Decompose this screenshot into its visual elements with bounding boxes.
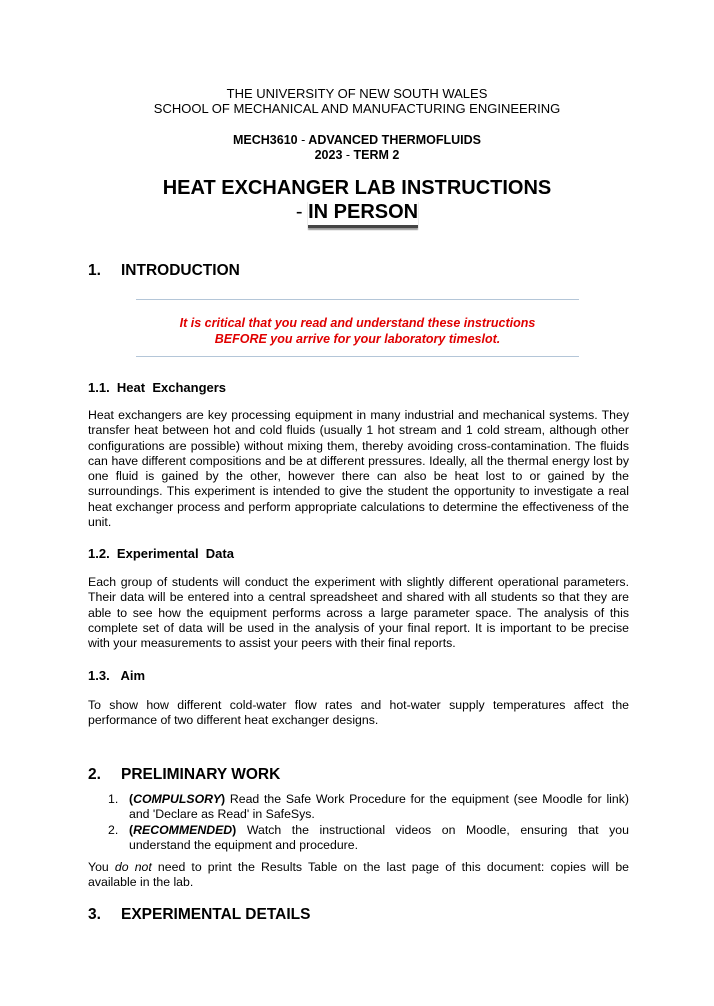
- note-emphasis: do not: [114, 860, 152, 874]
- paragraph-aim: To show how different cold-water flow rates and hot-water supply temperatures affect the performance of two different heat exchanger designs.: [88, 698, 629, 728]
- section-heading-experimental-details: [88, 906, 310, 924]
- term-line: [0, 148, 714, 163]
- title-dash: -: [295, 201, 303, 223]
- course-line: [0, 133, 714, 148]
- title-sub-line: [0, 200, 714, 228]
- course-code: MECH3610: [233, 133, 298, 147]
- list-item-tag: RECOMMENDED: [133, 822, 233, 837]
- list-item-text: Read the Safe Work Procedure for the equipment (see Moodle for link) and 'Declare as Read' in SafeSys.: [129, 792, 629, 822]
- list-item-open-paren: (: [129, 822, 134, 837]
- school-name: SCHOOL OF MECHANICAL AND MANUFACTURING ENGINEERING: [153, 101, 561, 116]
- list-item-text: Watch the instructional videos on Moodle, ensuring that you understand the equipment and procedure.: [129, 822, 629, 852]
- list-item-tag: COMPULSORY: [133, 792, 222, 806]
- notice-line-1: It is critical that you read and understand these instructions: [179, 316, 536, 330]
- subsection-number: 1.1.: [88, 380, 110, 395]
- section-title: INTRODUCTION: [121, 262, 240, 279]
- critical-notice-box: [136, 299, 579, 357]
- section-heading-preliminary-work: [88, 766, 280, 784]
- paragraph-heat-exchangers: Heat exchangers are key processing equipment in many industrial and mechanical systems. They transfer heat between hot and cold fluids (usually 1 hot stream and 1 cold stream, although other configurations are possible) without mixing them, thereby avoiding cross-contamination. The fluids can have different compositions and be at different pressures. Ideally, all the thermal energy lost by one fluid is gained by the other, however there can also be heat lost to or gained by the surroundings. This experiment is intended to give the student the opportunity to investigate a real heat exchanger process and perform appropriate calculations to determine the effectiveness of the unit.: [88, 408, 629, 530]
- section-title: PRELIMINARY WORK: [121, 766, 281, 783]
- section-title: EXPERIMENTAL DETAILS: [121, 906, 311, 923]
- paragraph-experimental-data: Each group of students will conduct the experiment with slightly different operational parameters. Their data will be entered into a central spreadsheet and shared with all students so that they are able to see how the equipment performs across a large parameter space. The analysis of this complete set of data will be used in the analysis of your final report. It is important to be precise with your measurements to assist your peers with their final reports.: [88, 575, 629, 651]
- note-text-end: need to print the Results Table on the last page of this document: copies will be available in the lab.: [88, 860, 630, 890]
- note-text-start: You: [88, 860, 115, 874]
- list-item: [88, 823, 629, 854]
- university-name: THE UNIVERSITY OF NEW SOUTH WALES: [226, 86, 488, 101]
- preliminary-work-list: [88, 792, 629, 853]
- course-info: [0, 133, 714, 163]
- list-item-close-paren: ): [221, 792, 226, 806]
- subsection-heading-experimental-data: [88, 546, 234, 561]
- list-item: [88, 792, 629, 823]
- list-item-number: 2.: [108, 822, 119, 837]
- subsection-heading-heat-exchangers: [88, 380, 226, 395]
- title-sub: IN PERSON: [308, 200, 418, 228]
- title-main: HEAT EXCHANGER LAB INSTRUCTIONS: [162, 177, 552, 199]
- section-number: 1.: [88, 262, 101, 279]
- section-heading-introduction: [88, 262, 240, 280]
- subsection-number: 1.2.: [88, 546, 110, 561]
- document-title: [0, 176, 714, 228]
- subsection-title: Experimental Data: [116, 546, 234, 561]
- course-name: ADVANCED THERMOFLUIDS: [308, 133, 481, 147]
- list-item-open-paren: (: [129, 792, 134, 806]
- notice-line-2: BEFORE you arrive for your laboratory timeslot.: [214, 332, 501, 346]
- course-separator: -: [301, 133, 306, 147]
- document-header: [0, 86, 714, 116]
- subsection-number: 1.3.: [88, 668, 110, 683]
- section-number: 2.: [88, 766, 101, 783]
- course-year: 2023: [314, 148, 343, 162]
- section-number: 3.: [88, 906, 101, 923]
- list-item-close-paren: ): [232, 822, 237, 837]
- subsection-title: Heat Exchangers: [116, 380, 227, 395]
- course-term: TERM 2: [353, 148, 400, 162]
- term-separator: -: [345, 148, 351, 162]
- subsection-heading-aim: [88, 668, 145, 683]
- subsection-title: Aim: [120, 668, 146, 683]
- list-item-number: 1.: [108, 792, 119, 806]
- paragraph-results-table-note: [88, 860, 629, 891]
